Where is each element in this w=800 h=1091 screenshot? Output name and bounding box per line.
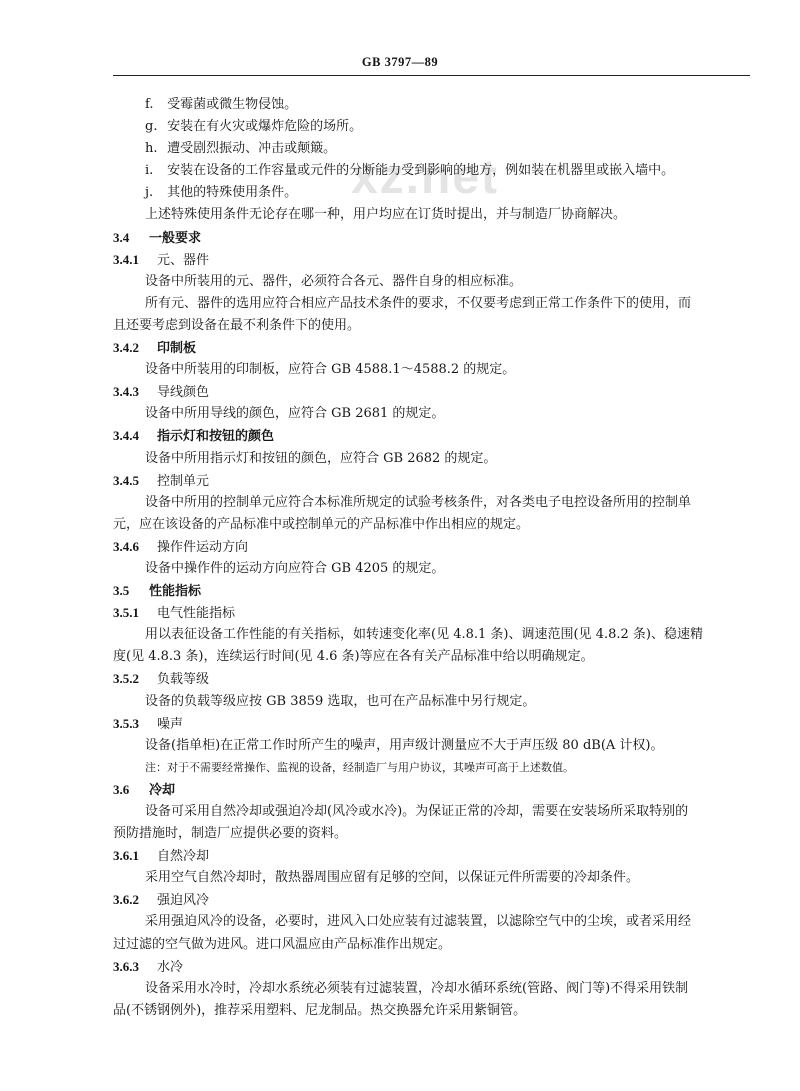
section-title: 水冷 — [157, 959, 184, 975]
section-heading — [113, 580, 750, 602]
section-title: 印制板 — [157, 341, 197, 357]
section-title: 导线颜色 — [157, 385, 210, 401]
paragraph: 设备(指单柜)在正常工作时所产生的噪声，用声级计测量应不大于声压级 80 dB(A 计权)。 — [145, 737, 664, 753]
section-number: 3.4.6 — [113, 538, 139, 554]
paragraph: 采用空气自然冷却时，散热器周围应留有足够的空间，以保证元件所需要的冷却条件。 — [145, 870, 640, 886]
list-label: h. — [145, 141, 158, 157]
document-body — [113, 94, 750, 1022]
section-number: 3.6.1 — [113, 848, 139, 864]
section-heading — [113, 779, 750, 801]
list-text: 安装在设备的工作容量或元件的分断能力受到影响的地方，例如装在机器里或嵌入墙中。 — [167, 163, 675, 179]
list-label: j. — [145, 185, 154, 201]
list-label: g. — [145, 119, 158, 135]
section-title: 自然冷却 — [157, 849, 210, 865]
section-number: 3.4.3 — [113, 384, 139, 400]
section-number: 3.5 — [113, 583, 130, 599]
paragraph: 设备可采用自然冷却或强迫冷却(风冷或水冷)。为保证正常的冷却，需要在安装场所采取特别的 — [145, 804, 689, 819]
paragraph: 设备采用水冷时，冷却水系统必须装有过滤装置，冷却水循环系统(管路、阀门等)不得采用铁制 — [145, 980, 689, 996]
section-title: 冷却 — [149, 782, 176, 798]
paragraph: 设备的负载等级应按 GB 3859 选取，也可在产品标准中另行规定。 — [145, 693, 536, 709]
section-title: 一般要求 — [149, 230, 202, 246]
section-title: 性能指标 — [149, 584, 202, 600]
section-title: 控制单元 — [157, 473, 210, 489]
list-text: 其他的特殊使用条件。 — [167, 185, 298, 201]
paragraph-continuation: 品(不锈钢例外)，推荐采用塑料、尼龙制品。热交换器允许采用紫铜管。 — [113, 1002, 527, 1018]
paragraph: 用以表征设备工作性能的有关指标，如转速变化率(见 4.8.1 条)、调速范围(见 4.8.2 条)、稳速精 — [145, 627, 703, 643]
paragraph-continuation: 且还要考虑到设备在最不利条件下的使用。 — [113, 317, 361, 333]
section-title: 指示灯和按钮的颜色 — [157, 429, 275, 445]
watermark: xz.net — [350, 151, 500, 204]
section-number: 3.6 — [113, 781, 130, 797]
section-title: 元、器件 — [157, 252, 210, 268]
list-text: 安装在有火灾或爆炸危险的场所。 — [167, 119, 363, 135]
subsection-heading — [113, 956, 750, 978]
section-number: 3.4.5 — [113, 472, 139, 488]
paragraph: 所有元、器件的选用应符合相应产品技术条件的要求，不仅要考虑到正常工作条件下的使用，而 — [145, 295, 692, 311]
section-number: 3.4.1 — [113, 251, 139, 267]
paragraph-continuation: 预防措施时，制造厂应提供必要的资料。 — [113, 826, 348, 842]
list-item — [113, 160, 750, 182]
list-text: 遭受剧烈振动、冲击或颠簸。 — [167, 141, 337, 157]
list-label: i. — [145, 163, 154, 179]
subsection-heading — [113, 337, 750, 359]
section-number: 3.5.2 — [113, 671, 139, 687]
section-title: 噪声 — [157, 716, 184, 732]
section-number: 3.4.2 — [113, 340, 139, 356]
subsection-heading — [113, 602, 750, 624]
list-item — [113, 182, 750, 204]
subsection-heading — [113, 470, 750, 492]
paragraph: 设备中所用的控制单元应符合本标准所规定的试验考核条件，对各类电子电控设备所用的控制单 — [145, 494, 692, 510]
paragraph-continuation: 过过滤的空气做为进风。进口风温应由产品标准作出规定。 — [113, 936, 452, 952]
paragraph-continuation: 度(见 4.8.3 条)，连续运行时间(见 4.6 条)等应在各有关产品标准中给以明确规定。 — [113, 649, 594, 665]
list-item — [113, 116, 750, 138]
subsection-heading — [113, 845, 750, 867]
subsection-heading — [113, 425, 750, 447]
subsection-heading — [113, 381, 750, 403]
subsection-heading — [113, 889, 750, 911]
paragraph: 设备中操作件的运动方向应符合 GB 4205 的规定。 — [145, 560, 445, 576]
subsection-heading — [113, 536, 750, 558]
section-title: 电气性能指标 — [157, 606, 236, 622]
section-number: 3.4.4 — [113, 428, 139, 444]
paragraph: 设备中所装用的印制板，应符合 GB 4588.1～4588.2 的规定。 — [145, 362, 516, 378]
paragraph: 设备中所用指示灯和按钮的颜色，应符合 GB 2682 的规定。 — [145, 450, 497, 466]
list-label: f. — [145, 97, 154, 112]
list-item — [113, 94, 750, 116]
page-header: GB 3797—89 — [361, 55, 439, 69]
section-number: 3.6.3 — [113, 958, 139, 974]
section-number: 3.5.3 — [113, 715, 139, 731]
note: 注：对于不需要经常操作、监视的设备，经制造厂与用户协议，其噪声可高于上述数值。 — [145, 760, 574, 774]
list-item — [113, 138, 750, 160]
list-text: 受霉菌或微生物侵蚀。 — [167, 97, 298, 112]
subsection-heading — [113, 713, 750, 735]
paragraph: 设备中所装用的元、器件，必须符合各元、器件自身的相应标准。 — [145, 273, 523, 289]
section-title: 负载等级 — [157, 672, 210, 688]
section-number: 3.5.1 — [113, 605, 139, 621]
section-title: 操作件运动方向 — [157, 539, 249, 555]
section-heading — [113, 227, 750, 249]
subsection-heading — [113, 249, 750, 271]
section-number: 3.4 — [113, 229, 130, 245]
paragraph: 上述特殊使用条件无论存在哪一种，用户均应在订货时提出，并与制造厂协商解决。 — [145, 207, 627, 223]
subsection-heading — [113, 668, 750, 690]
paragraph: 采用强迫风冷的设备，必要时，进风入口处应装有过滤装置，以滤除空气中的尘埃，或者采用经 — [145, 914, 692, 930]
paragraph: 设备中所用导线的颜色，应符合 GB 2681 的规定。 — [145, 406, 445, 422]
section-title: 强迫风冷 — [157, 893, 210, 909]
paragraph-continuation: 元，应在该设备的产品标准中或控制单元的产品标准中作出相应的规定。 — [113, 516, 530, 532]
section-number: 3.6.2 — [113, 892, 139, 908]
header-rule — [113, 75, 750, 76]
